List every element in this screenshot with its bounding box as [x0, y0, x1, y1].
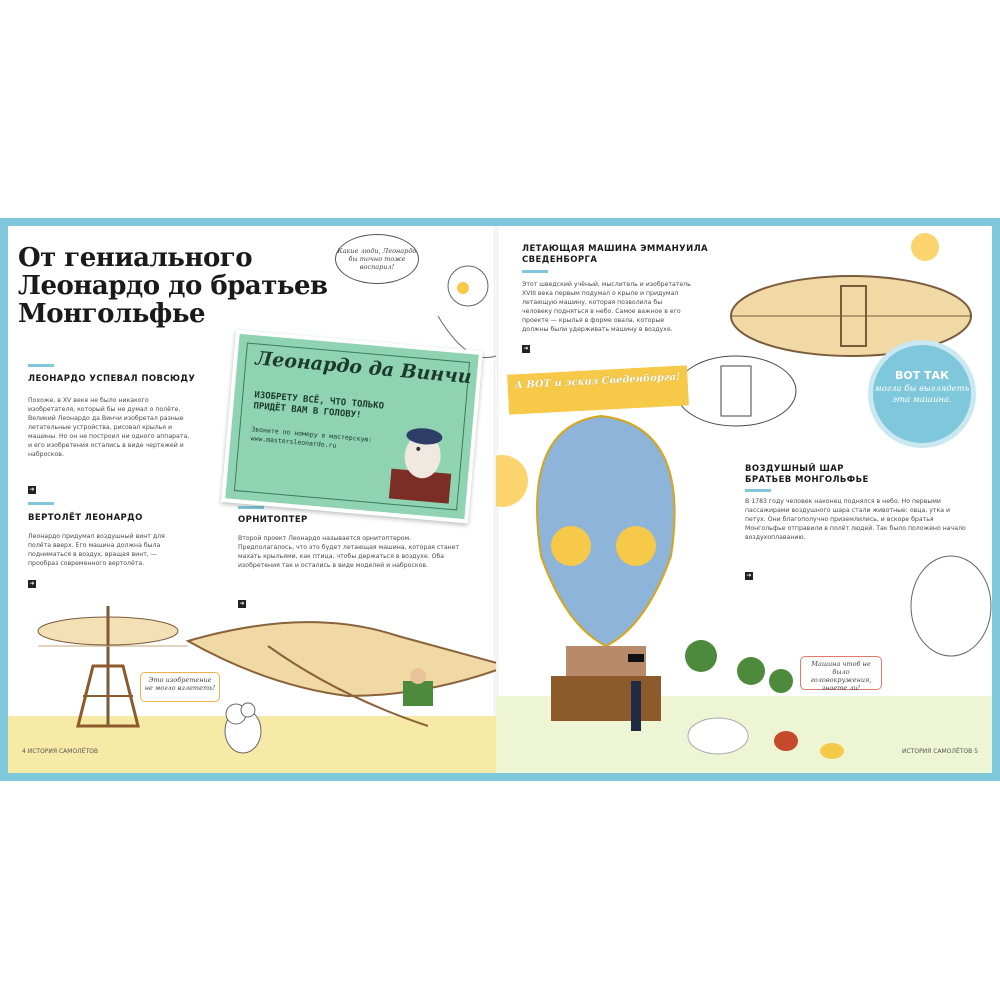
page-footer-right: ИСТОРИЯ САМОЛЁТОВ 5	[902, 748, 978, 755]
montgolfier-heading: ВОЗДУШНЫЙ ШАР БРАТЬЕВ МОНГОЛЬФЬЕ	[745, 464, 869, 485]
oval-sketch	[676, 356, 796, 426]
ornithopter-heading: ОРНИТОПТЕР	[238, 515, 308, 525]
arrow-icon: ➜	[29, 580, 35, 587]
swedenborg-banner: А ВОТ и эскиз Сведенборга!	[507, 365, 689, 414]
card-name: Леонардо да Винчи	[254, 347, 473, 389]
section-bar	[238, 506, 264, 509]
ornithopter-text: Второй проект Леонардо называется орнитоптером. Предполагалось, что это будет летающая машина, которая станет махать крыльями, как птица, чтобы держаться в воздухе. Оба изобретения так и остались в виде моделей и набросков.	[238, 535, 460, 569]
section-bar	[522, 270, 548, 273]
helicopter-text: Леонардо придумал воздушный винт для полёта вверх. Его машина должна была подниматься в воздух, вращая винт, — прообраз современного вертолёта.	[28, 533, 165, 567]
vot-tak-badge	[868, 340, 976, 448]
sun-icon	[911, 233, 939, 261]
gentleman	[631, 681, 641, 731]
arrow-icon: ➜	[239, 600, 245, 607]
page-footer-left: 4 ИСТОРИЯ САМОЛЁТОВ	[22, 748, 98, 755]
swedenborg-text: Этот шведский учёный, мыслитель и изобретатель XVIII века первым подумал о крыле и придумал летающую машину, которая позволила бы человеку подняться в небо. Самое важное в его проекте — крылья в форме овала, которые должны были удерживать машину в воздухе.	[522, 281, 691, 333]
card-slogan: ИЗОБРЕТУ ВСЁ, ЧТО ТОЛЬКО ПРИДЁТ ВАМ В ГОЛОВУ!	[252, 390, 385, 421]
leonardo-heading: ЛЕОНАРДО УСПЕВАЛ ПОВСЮДУ	[28, 374, 196, 384]
helicopter-drawing	[38, 606, 188, 726]
leonardo-text: Похоже, в XV веке не было никакого изобретателя, который бы не думал о полёте. Великий Леонардо да Винчи изобретал разные летательные устройства, рисовал крылья и машины. Но он не построил ни одного аппарата, и его изобретения остались в виде чертежей и набросков.	[28, 397, 190, 458]
leonardo-business-card	[221, 330, 483, 524]
section-bar	[745, 489, 771, 492]
speech-bubble-farm: Машина чтоб не было головокружения, знаете ли!	[800, 656, 882, 690]
rooster	[774, 731, 798, 751]
badge-title: ВОТ ТАК	[894, 369, 950, 382]
student-sketch	[438, 266, 496, 358]
leonardo-portrait	[384, 408, 462, 504]
page-title: От гениального Леонардо до братьев Монгольфье	[18, 243, 328, 329]
montgolfier-text: В 1783 году человек наконец поднялся в небо. Но первыми пассажирами воздушного шара стали животные: овца, утка и петух. Они благополучно приземлились, и вскоре братья Монгольфье отправили в полёт людей. Так было положено начало воздухоплаванию.	[745, 498, 966, 541]
mouse-drawing	[225, 703, 261, 753]
duck	[820, 743, 844, 759]
section-bar	[28, 364, 54, 367]
helicopter-heading: ВЕРТОЛЁТ ЛЕОНАРДО	[28, 513, 143, 523]
speech-bubble-mouse: Это изобретение не могло взлететь!	[140, 672, 220, 702]
badge-text: могла бы выглядеть эта машина.	[874, 384, 970, 405]
montgolfier-balloon	[537, 416, 675, 721]
arrow-icon: ➜	[523, 345, 529, 352]
card-contact: Звоните по номеру в мастерскую: www.mastersleonardo.ru	[250, 425, 373, 450]
swedenborg-heading: ЛЕТАЮЩАЯ МАШИНА ЭММАНУИЛА СВЕДЕНБОРГА	[522, 244, 709, 265]
sheep	[688, 718, 748, 754]
arrow-icon: ➜	[29, 486, 35, 493]
sun-icon	[496, 455, 528, 507]
section-bar	[28, 502, 54, 505]
arrow-icon: ➜	[746, 572, 752, 579]
speech-bubble-top: Какие люди, Леонардо бы точно тоже воспарил!	[335, 234, 419, 284]
